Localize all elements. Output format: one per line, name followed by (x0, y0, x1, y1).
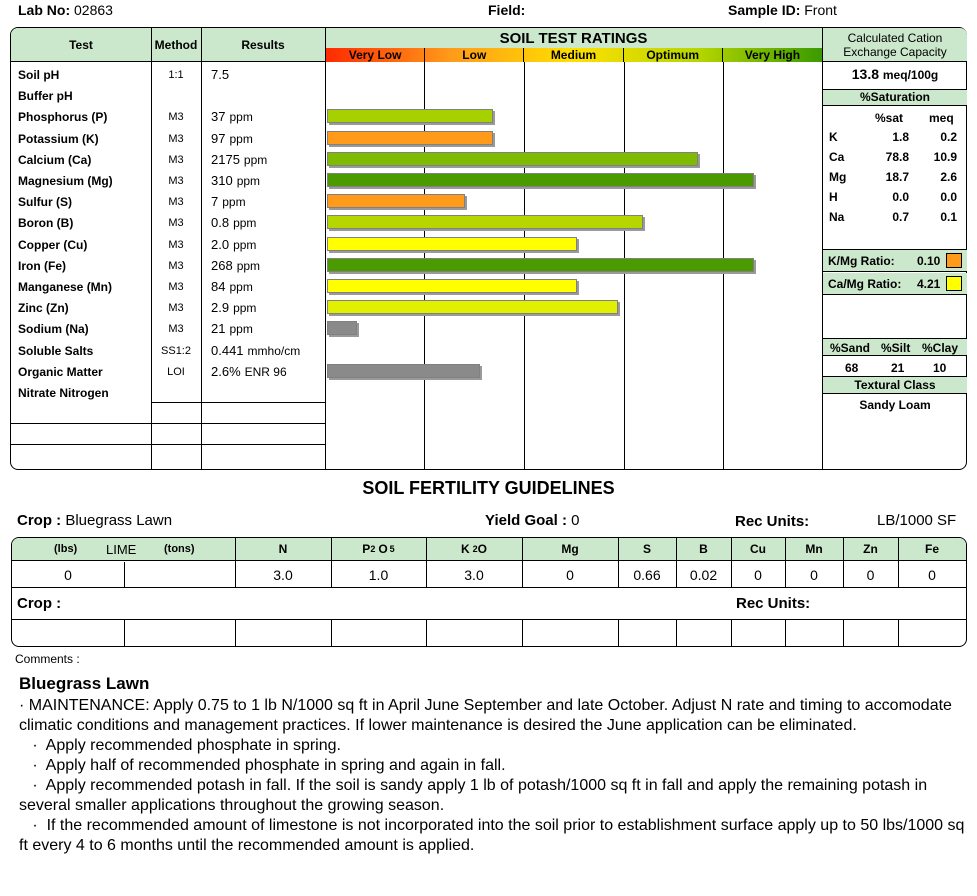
k-mg-value: 0.10 (917, 254, 941, 268)
test-name: Buffer pH (18, 89, 73, 104)
test-result (211, 215, 256, 230)
test-result (211, 364, 287, 379)
test-method: M3 (168, 175, 184, 187)
test-name: Nitrate Nitrogen (18, 386, 109, 400)
test-name: Potassium (K) (18, 131, 99, 146)
result-unit: ppm (229, 280, 253, 294)
ca-mg-indicator (946, 276, 962, 291)
result-value: 97 (211, 130, 226, 146)
p2o5-o: O (378, 542, 388, 556)
zn-header: Zn (843, 538, 898, 561)
result-unit: ENR 96 (244, 364, 287, 379)
silt-header: %Silt (881, 341, 911, 355)
k2o-o: O (477, 542, 488, 556)
texture-headers (823, 338, 967, 356)
sample-id-value: Front (804, 2, 837, 18)
test-result (211, 321, 253, 336)
result-value: 268 (211, 257, 233, 273)
yield-goal-label: Yield Goal : (485, 512, 567, 529)
recommendation-table (11, 537, 967, 647)
result-unit: ppm (243, 152, 268, 167)
test-result (211, 88, 215, 103)
s-value: 0.66 (633, 566, 661, 583)
test-method: M3 (168, 259, 184, 272)
field-label: Field: (488, 2, 526, 18)
meq-col-header: meq (929, 111, 954, 125)
test-result (211, 343, 300, 358)
test-row (11, 191, 325, 212)
lime-label: LIME (106, 541, 137, 557)
sat-element: Ca (829, 150, 845, 164)
rating-bar (327, 258, 754, 272)
comments-body (19, 674, 969, 856)
test-result (211, 279, 253, 294)
sat-percent: 18.7 (885, 170, 909, 184)
col-test-header: Test (11, 28, 151, 62)
test-row (11, 85, 325, 106)
mg-value: 0 (566, 566, 574, 583)
test-row (11, 234, 325, 255)
test-method: M3 (168, 323, 184, 336)
test-row (11, 340, 325, 361)
rating-bar (327, 300, 618, 314)
cec-number: 13.8 (851, 66, 879, 82)
result-unit: ppm (229, 131, 253, 146)
test-result (211, 67, 233, 82)
p2o5-sub2: 2 (370, 544, 376, 554)
lab-no-label: Lab No: (18, 2, 71, 18)
sat-col-header: %sat (875, 111, 904, 125)
ca-mg-value: 4.21 (917, 277, 941, 291)
test-result (211, 173, 260, 188)
sat-element: K (829, 130, 838, 144)
sample-id (728, 2, 837, 18)
result-value: 2.0 (211, 236, 230, 252)
test-row (11, 382, 325, 403)
mn-value: 0 (810, 566, 818, 583)
rating-bar (327, 173, 754, 187)
rating-category-very-high: Very High (744, 48, 801, 62)
mn-header: Mn (785, 538, 843, 561)
p2o5-header (331, 538, 426, 561)
silt-value: 21 (891, 361, 905, 375)
test-row (11, 128, 325, 149)
rating-bar (327, 237, 577, 251)
test-name: Magnesium (Mg) (18, 174, 113, 188)
rating-category-optimum: Optimum (624, 48, 723, 62)
result-value: 7 (211, 194, 219, 210)
crop-value: Bluegrass Lawn (65, 512, 173, 529)
rating-bar (327, 152, 698, 166)
test-method: M3 (168, 153, 184, 166)
test-row (11, 64, 325, 85)
test-row (11, 361, 325, 382)
test-method: LOI (167, 365, 185, 378)
b-value: 0.02 (689, 566, 718, 583)
lime-tons-label: (tons) (164, 543, 195, 555)
rec-units2-label: Rec Units: (736, 595, 811, 612)
test-name: Sulfur (S) (18, 195, 72, 210)
crop (17, 512, 172, 529)
sat-meq: 0.0 (940, 190, 957, 204)
cu-value: 0 (754, 566, 762, 583)
rating-category-low: Low (425, 48, 524, 62)
sat-meq: 2.6 (940, 170, 957, 184)
k2o-value: 3.0 (464, 566, 484, 583)
sand-value: 68 (845, 361, 859, 375)
result-value: 0.8 (211, 215, 230, 231)
guidelines-title: SOIL FERTILITY GUIDELINES (362, 478, 615, 498)
p2o5-p: P (362, 542, 371, 556)
rating-bar (327, 131, 493, 145)
fe-header: Fe (898, 538, 966, 561)
test-method: M3 (168, 111, 184, 124)
rating-bar (327, 321, 357, 335)
test-row (11, 255, 325, 276)
yield-goal-value: 0 (571, 512, 580, 529)
test-method: M3 (168, 281, 184, 293)
comments-heading: Bluegrass Lawn (19, 674, 150, 693)
test-name: Sodium (Na) (18, 322, 89, 337)
test-name: Zinc (Zn) (18, 301, 69, 316)
test-row (11, 297, 325, 318)
rating-bar (327, 215, 643, 229)
test-result (211, 109, 253, 124)
test-name: Boron (B) (18, 216, 74, 231)
test-result (211, 152, 267, 167)
ratings-title: SOIL TEST RATINGS (325, 28, 822, 48)
mg-header: Mg (522, 538, 618, 561)
result-unit: ppm (233, 301, 257, 316)
test-result (211, 194, 246, 209)
rating-category-very-low: Very Low (326, 48, 425, 62)
test-name: Phosphorus (P) (18, 110, 108, 125)
test-name: Calcium (Ca) (18, 152, 92, 167)
n-value: 3.0 (273, 566, 293, 583)
test-result (211, 131, 253, 146)
clay-header: %Clay (922, 341, 959, 355)
test-method: 1:1 (168, 69, 184, 81)
sat-meq: 0.1 (940, 210, 957, 224)
field (488, 2, 525, 18)
test-method: SS1:2 (161, 344, 191, 357)
cec-unit: meq/100g (882, 68, 939, 82)
result-unit: ppm (236, 174, 261, 188)
test-result (211, 385, 215, 400)
result-unit: ppm (229, 110, 253, 125)
result-value: 310 (211, 173, 233, 188)
result-value: 84 (211, 279, 226, 294)
test-name: Organic Matter (18, 364, 103, 379)
comment-paragraph: · Apply recommended phosphate in spring. (19, 737, 341, 754)
p2o5-sub5: 5 (389, 544, 395, 554)
test-name: Soil pH (18, 68, 60, 82)
test-row (11, 276, 325, 297)
soil-test-panel (10, 27, 967, 470)
sat-percent: 0.7 (892, 210, 909, 224)
saturation-title: %Saturation (823, 89, 967, 106)
result-value: 0.441 (211, 342, 244, 358)
rating-bar (327, 279, 577, 293)
yield-goal (485, 512, 579, 529)
sat-percent: 78.8 (885, 150, 909, 164)
test-row (11, 318, 325, 339)
result-value: 7.5 (211, 67, 230, 82)
result-unit: ppm (233, 216, 257, 231)
result-value: 2175 (211, 151, 240, 167)
sat-meq: 0.2 (940, 130, 957, 144)
result-unit: ppm (229, 322, 253, 337)
k2o-k: K (460, 542, 470, 556)
rec-units-value: LB/1000 SF (877, 512, 957, 529)
sat-element: Na (829, 210, 845, 224)
col-results-header: Results (201, 28, 325, 62)
comment-paragraph: · If the recommended amount of limestone is not incorporated into the soil prior to establishment surface apply up to 50 lbs/1000 sq ft every 4 to 6 months until the recommended amount is applied. (19, 817, 969, 854)
sat-percent: 0.0 (892, 190, 909, 204)
test-name: Manganese (Mn) (18, 280, 113, 294)
crop-label: Crop : (17, 512, 62, 529)
test-method: M3 (168, 217, 184, 230)
cec-value (823, 66, 967, 82)
sat-percent: 1.8 (892, 130, 909, 144)
result-unit: ppm (236, 258, 261, 273)
lime-tons-value (124, 562, 235, 587)
cu-header: Cu (731, 538, 785, 561)
sat-meq: 10.9 (933, 150, 957, 164)
k-mg-label: K/Mg Ratio: (828, 254, 895, 268)
sat-element: H (829, 190, 838, 204)
lab-no-value: 02863 (74, 2, 113, 18)
result-unit: ppm (222, 195, 246, 210)
result-value: 2.9 (211, 300, 230, 316)
k2o-sub2: 2 (472, 544, 478, 554)
k2o-header (426, 538, 522, 561)
test-method: M3 (168, 196, 184, 209)
test-name: Soluble Salts (18, 343, 94, 358)
test-row (11, 149, 325, 170)
test-method: M3 (168, 238, 184, 251)
zn-value: 0 (866, 566, 875, 583)
rating-bar (327, 364, 480, 378)
test-row (11, 212, 325, 233)
lab-no (18, 2, 113, 18)
comment-paragraph: · Apply recommended potash in fall. If the soil is sandy apply 1 lb of potash/1000 sq ft in fall and apply the remaining potash in several smaller applications throughout the growing season. (19, 777, 932, 814)
test-method: M3 (168, 132, 184, 145)
test-name: Copper (Cu) (18, 237, 88, 252)
clay-value: 10 (933, 361, 947, 375)
textural-class: Sandy Loam (859, 398, 931, 412)
lime-header (12, 538, 235, 561)
comments-label: Comments : (15, 652, 80, 666)
rec-units-label: Rec Units: (735, 513, 810, 530)
test-result (211, 258, 260, 273)
k-mg-indicator (946, 253, 962, 268)
fe-value: 0 (928, 566, 936, 583)
result-value: 21 (211, 321, 226, 337)
sat-element: Mg (829, 170, 847, 184)
textural-class-label: Textural Class (823, 376, 967, 394)
n-header: N (235, 538, 331, 561)
k-mg-ratio (823, 250, 967, 272)
b-header: B (676, 538, 731, 561)
test-row (11, 106, 325, 127)
s-header: S (618, 538, 676, 561)
rating-category-medium: Medium (524, 48, 623, 62)
sand-header: %Sand (830, 341, 871, 355)
sample-id-label: Sample ID: (728, 2, 801, 18)
lime-lbs-label: (lbs) (54, 543, 78, 555)
rating-bar (327, 109, 493, 123)
test-row (11, 170, 325, 191)
test-result (211, 237, 256, 252)
result-value: 37 (211, 109, 226, 125)
crop2-label: Crop : (17, 595, 62, 612)
cec-title: Calculated Cation Exchange Capacity (823, 28, 967, 62)
result-unit: ppm (233, 237, 257, 252)
test-method: M3 (168, 302, 184, 315)
result-unit: mmho/cm (247, 343, 301, 358)
test-name: Iron (Fe) (18, 258, 66, 273)
ca-mg-ratio (823, 273, 967, 295)
result-value: 2.6% (211, 363, 241, 379)
comment-paragraph: · Apply half of recommended phosphate in spring and again in fall. (19, 757, 506, 774)
col-method-header: Method (151, 28, 201, 62)
comment-paragraph: · MAINTENANCE: Apply 0.75 to 1 lb N/1000 sq ft in April June September and late October. Adjust N rate and timing to accomodate climatic conditions and management practices. If lower maintenance is desired the June application can be eliminated. (19, 697, 952, 734)
ca-mg-label: Ca/Mg Ratio: (828, 277, 902, 291)
lime-lbs-value: 0 (64, 566, 72, 583)
p2o5-value: 1.0 (368, 566, 389, 583)
test-result (211, 300, 256, 315)
rating-bar (327, 194, 465, 208)
